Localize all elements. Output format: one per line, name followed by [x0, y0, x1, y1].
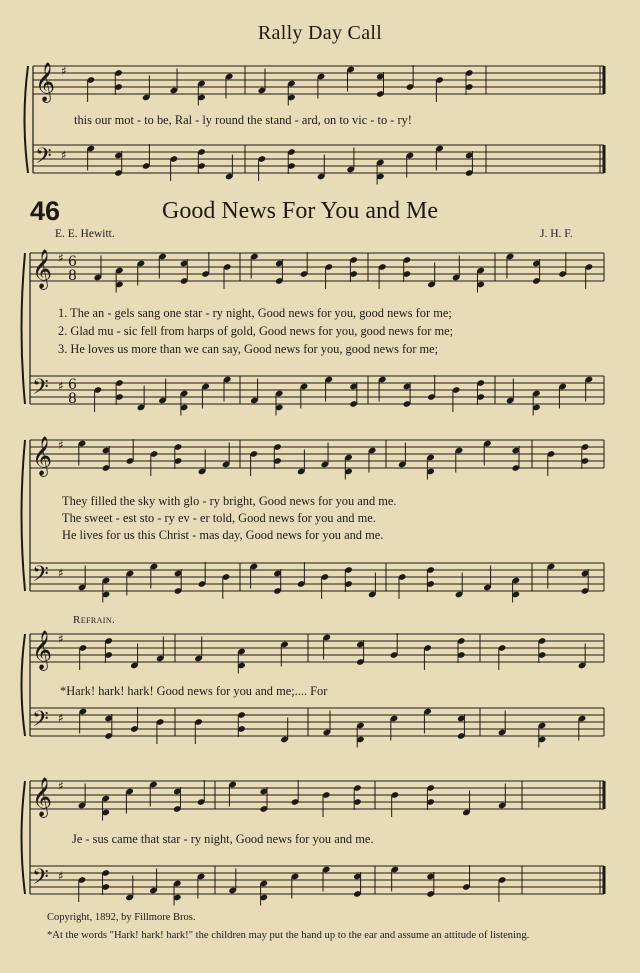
key-sharp: ♯ [58, 379, 64, 393]
refrain-line-1: *Hark! hark! hark! Good news for you and me;.... For [60, 684, 328, 698]
key-sharp: ♯ [58, 438, 64, 452]
footnote: *At the words "Hark! hark! hark!" the children may put the hand up to the ear and assume an attitude of listening. [47, 930, 530, 941]
brace [22, 253, 26, 404]
key-sharp: ♯ [58, 711, 64, 725]
copyright: Copyright, 1892, by Fillmore Bros. [47, 912, 196, 923]
key-sharp: ♯ [58, 632, 64, 646]
hymn-number: 46 [30, 196, 61, 226]
bass-clef: 𝄢 [32, 375, 49, 405]
time-signature: 6 [68, 377, 77, 393]
previous-hymn-lyric: this our mot - to be, Ral - ly round the stand - ard, on to vic - to - ry! [74, 113, 412, 127]
bass-clef: 𝄢 [32, 707, 49, 737]
previous-hymn-title: Rally Day Call [257, 22, 383, 44]
brace [22, 440, 26, 591]
hymn-composer: J. H. F. [540, 228, 573, 240]
treble-clef: 𝄞 [35, 62, 56, 102]
brace [22, 781, 26, 894]
verse-1-line-1: 1. The an - gels sang one star - ry night, Good news for you, good news for me; [58, 306, 452, 320]
treble-clef: 𝄞 [32, 249, 53, 289]
hymn-author: E. E. Hewitt. [55, 228, 115, 240]
key-sharp: ♯ [58, 566, 64, 580]
time-signature: 8 [68, 268, 77, 284]
time-signature: 6 [68, 254, 77, 270]
verse-3-line-1: 3. He loves us more than we can say, Good news for you, good news for me; [58, 342, 439, 356]
key-sharp: ♯ [58, 779, 64, 793]
refrain-label: Refrain. [73, 614, 116, 626]
verse-3-line-2: He lives for us this Christ - mas day, Good news for you and me. [62, 528, 384, 542]
bass-clef: 𝄢 [35, 144, 52, 174]
key-sharp: ♯ [61, 148, 67, 162]
bass-clef: 𝄢 [32, 865, 49, 895]
brace [25, 66, 29, 173]
treble-clef: 𝄞 [32, 436, 53, 476]
treble-clef: 𝄞 [32, 777, 53, 817]
verse-2-line-1: 2. Glad mu - sic fell from harps of gold, Good news for you, good news for me; [58, 324, 454, 338]
time-signature: 8 [68, 391, 77, 407]
hymn-title: Good News For You and Me [162, 198, 439, 224]
key-sharp: ♯ [58, 251, 64, 265]
bass-clef: 𝄢 [32, 562, 49, 592]
key-sharp: ♯ [58, 869, 64, 883]
brace [22, 634, 26, 736]
verse-2-line-2: The sweet - est sto - ry ev - er told, Good news for you and me. [62, 511, 376, 525]
verse-1-line-2: They filled the sky with glo - ry bright, Good news for you and me. [62, 494, 397, 508]
key-sharp: ♯ [61, 64, 67, 78]
refrain-line-2: Je - sus came that star - ry night, Good news for you and me. [72, 832, 374, 846]
treble-clef: 𝄞 [32, 630, 53, 670]
